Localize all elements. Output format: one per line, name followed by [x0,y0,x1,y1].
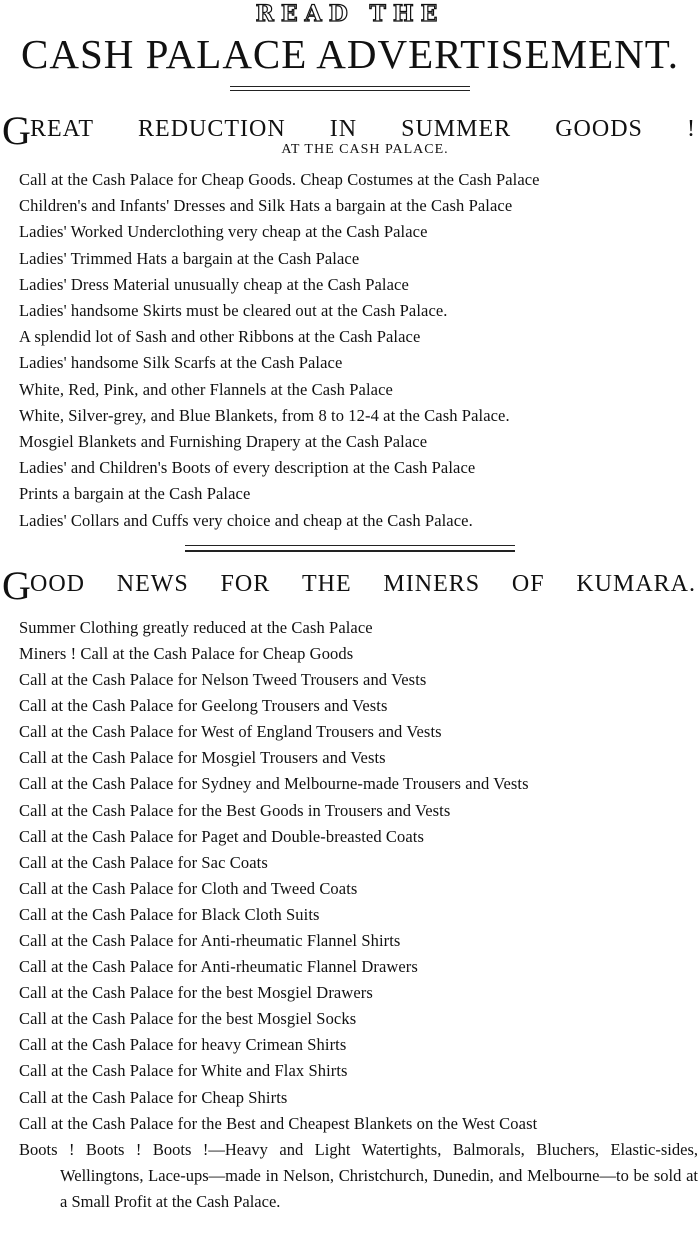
heading-word: ! [686,116,696,142]
list-item: Children's and Infants' Dresses and Silk Hats a bargain at the Cash Palace [19,196,513,216]
list-item: Ladies' Trimmed Hats a bargain at the Cash Palace [19,248,360,268]
section2-heading-words [30,570,696,598]
heading-word: KUMARA. [576,570,696,597]
list-item: Ladies' Dress Material unusually cheap at the Cash Palace [19,274,409,294]
list-item: Mosgiel Blankets and Furnishing Drapery at the Cash Palace [19,432,428,452]
list-item: Summer Clothing greatly reduced at the Cash Palace [19,617,373,637]
heading-word: REAT [30,116,94,142]
list-item: Call at the Cash Palace for Paget and Double-breasted Coats [19,826,424,846]
list-item: Call at the Cash Palace for Cloth and Tweed Coats [19,878,358,898]
kicker-heading: READ THE [255,1,445,27]
heading-word: OF [511,570,545,597]
divider-rule [230,86,470,91]
list-item: Call at the Cash Palace for the best Mosgiel Drawers [19,983,373,1003]
list-item: A splendid lot of Sash and other Ribbons at the Cash Palace [19,327,421,347]
list-item: Call at the Cash Palace for the Best and Cheapest Blankets on the West Coast [19,1113,538,1133]
heading-word: FOR [220,570,271,597]
section2-heading [0,562,700,614]
list-item: Call at the Cash Palace for Geelong Trousers and Vests [19,696,388,716]
list-item: Ladies' handsome Skirts must be cleared out at the Cash Palace. [19,301,448,321]
heading-word: SUMMER [401,116,512,142]
list-item: White, Silver-grey, and Blue Blankets, from 8 to 12-4 at the Cash Palace. [19,405,510,425]
list-item: Call at the Cash Palace for Cheap Goods. Cheap Costumes at the Cash Palace [19,170,540,189]
section1-subheading: AT THE CASH PALACE. [281,142,449,157]
heading-word: REDUCTION [138,116,286,142]
list-item: Call at the Cash Palace for Cheap Shirts [19,1087,288,1107]
section1-heading [0,108,700,155]
list-item: Call at the Cash Palace for Black Cloth Suits [19,904,320,924]
heading-word: MINERS [383,570,481,597]
list-item: Call at the Cash Palace for heavy Crimean Shirts [19,1035,347,1055]
list-item: Call at the Cash Palace for Sac Coats [19,852,268,872]
list-item: Ladies' Collars and Cuffs very choice and cheap at the Cash Palace. [19,510,473,530]
section2-drop-cap: G [2,562,31,608]
section1-list [0,167,700,534]
list-item: Call at the Cash Palace for Anti-rheumatic Flannel Drawers [19,957,418,977]
heading-word: OOD [30,570,85,597]
list-item: Call at the Cash Palace for White and Flax Shirts [19,1061,348,1081]
list-item: Call at the Cash Palace for Mosgiel Trousers and Vests [19,748,386,768]
list-item: Ladies' and Children's Boots of every description at the Cash Palace [19,458,476,478]
list-item: Call at the Cash Palace for the best Mosgiel Socks [19,1009,357,1029]
list-item: Call at the Cash Palace for Sydney and Melbourne-made Trousers and Vests [19,774,529,794]
list-item: White, Red, Pink, and other Flannels at the Cash Palace [19,379,393,399]
list-item: Call at the Cash Palace for Nelson Tweed Trousers and Vests [19,670,427,690]
heading-word: GOODS [555,116,643,142]
heading-word: IN [329,116,358,142]
list-item: Call at the Cash Palace for the Best Goods in Trousers and Vests [19,800,451,820]
list-item: Miners ! Call at the Cash Palace for Cheap Goods [19,643,354,663]
list-item: Prints a bargain at the Cash Palace [19,484,251,504]
list-item: Ladies' handsome Silk Scarfs at the Cash Palace [19,353,343,373]
heading-word: NEWS [116,570,189,597]
list-item: Call at the Cash Palace for Anti-rheumatic Flannel Shirts [19,930,401,950]
boots-paragraph: Boots ! Boots ! Boots !—Heavy and Light Watertights, Balmorals, Bluchers, Elastic-sides, Wellingtons, Lace-ups—made in Nelson, Christchurch, Dunedin, and Melbourne—to be sold at a Small Profit at the Cash Palace. [19,1139,698,1211]
section1-drop-cap: G [2,108,31,153]
section-divider [185,545,515,552]
section2-list [0,615,700,1137]
list-item: Call at the Cash Palace for West of England Trousers and Vests [19,722,442,742]
heading-word: THE [301,570,352,597]
page-title: CASH PALACE ADVERTISEMENT. [21,31,679,77]
list-item: Ladies' Worked Underclothing very cheap at the Cash Palace [19,222,428,242]
section1-heading-words [30,115,696,143]
